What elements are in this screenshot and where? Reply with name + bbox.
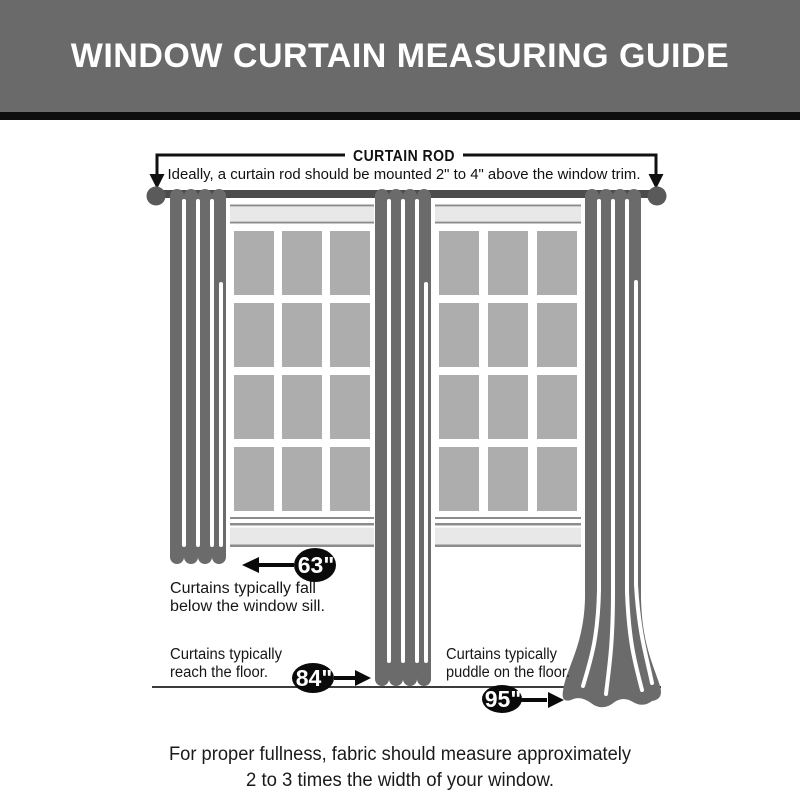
window-right xyxy=(434,200,582,548)
window-right-sill-line xyxy=(435,517,581,519)
window-right-sill xyxy=(435,528,581,545)
measurement-95 xyxy=(446,646,570,713)
curtain-panel-middle xyxy=(375,189,431,686)
caption-84-line2: reach the floor. xyxy=(170,664,268,681)
window-pane xyxy=(439,447,479,511)
footer-line1: For proper fullness, fabric should measure approximately xyxy=(169,744,632,765)
curtain-pleat-stripe xyxy=(424,282,428,663)
window-right-trim-line xyxy=(435,205,581,207)
window-pane xyxy=(282,231,322,295)
measurement-arrowhead-63-icon xyxy=(242,557,259,573)
measurement-value-95: 95" xyxy=(484,686,522,712)
curtain-pleat-stripe xyxy=(182,199,186,547)
caption-95-line2: puddle on the floor. xyxy=(446,664,570,681)
window-left-trim-line xyxy=(230,205,374,207)
window-right-trim-line xyxy=(435,222,581,224)
measuring-diagram xyxy=(0,120,800,800)
header-divider xyxy=(0,112,800,120)
page-title: WINDOW CURTAIN MEASURING GUIDE xyxy=(70,36,730,75)
curtain-pleat-stripe xyxy=(219,282,223,547)
curtain-pleat-stripe xyxy=(210,199,214,547)
window-pane xyxy=(537,231,577,295)
window-pane xyxy=(234,447,274,511)
window-pane xyxy=(439,231,479,295)
window-pane xyxy=(439,375,479,439)
window-pane xyxy=(282,375,322,439)
caption-63-line2: below the window sill. xyxy=(170,598,325,615)
curtain-pleat-stripe xyxy=(401,199,405,663)
window-left-sill-line xyxy=(230,517,374,519)
measurement-value-84: 84" xyxy=(295,665,333,691)
window-pane xyxy=(234,303,274,367)
measurement-arrowhead-95-icon xyxy=(548,692,564,708)
window-right-top-trim xyxy=(435,207,581,221)
caption-95-line1: Curtains typically xyxy=(446,646,558,663)
window-pane xyxy=(537,447,577,511)
measurement-84 xyxy=(170,646,371,693)
window-left-sill xyxy=(230,528,374,545)
window-pane xyxy=(234,231,274,295)
window-right-sill-line xyxy=(435,545,581,548)
window-left-sill-line xyxy=(230,545,374,548)
curtain-panel-left xyxy=(170,189,226,564)
window-pane xyxy=(330,303,370,367)
header-banner xyxy=(0,0,800,112)
window-left xyxy=(229,200,375,548)
window-pane xyxy=(330,231,370,295)
window-pane xyxy=(537,375,577,439)
rod-mount-description: Ideally, a curtain rod should be mounted 2" to 4" above the window trim. xyxy=(167,166,641,183)
curtain-pleat-stripe xyxy=(415,199,419,663)
window-pane xyxy=(488,375,528,439)
window-left-top-trim xyxy=(230,207,374,221)
window-pane xyxy=(282,447,322,511)
curtain-pleat-stripe xyxy=(196,199,200,547)
curtain-pleat-stripe xyxy=(387,199,391,663)
footer-line2: 2 to 3 times the width of your window. xyxy=(246,770,554,791)
window-pane xyxy=(330,447,370,511)
window-pane xyxy=(537,303,577,367)
window-pane xyxy=(234,375,274,439)
window-left-sill-line xyxy=(230,523,374,526)
measurement-arrowhead-84-icon xyxy=(355,670,371,686)
window-right-sill-line xyxy=(435,523,581,526)
window-pane xyxy=(282,303,322,367)
caption-63-line1: Curtains typically fall xyxy=(170,580,316,597)
rod-finial-right xyxy=(648,187,667,206)
window-pane xyxy=(488,447,528,511)
caption-84-line1: Curtains typically xyxy=(170,646,283,663)
curtain-rod-label: CURTAIN ROD xyxy=(353,148,455,165)
window-pane xyxy=(330,375,370,439)
window-pane xyxy=(488,303,528,367)
window-pane xyxy=(488,231,528,295)
rod-finial-left xyxy=(147,187,166,206)
window-pane xyxy=(439,303,479,367)
window-left-trim-line xyxy=(230,222,374,224)
measurement-value-63: 63" xyxy=(297,552,335,578)
